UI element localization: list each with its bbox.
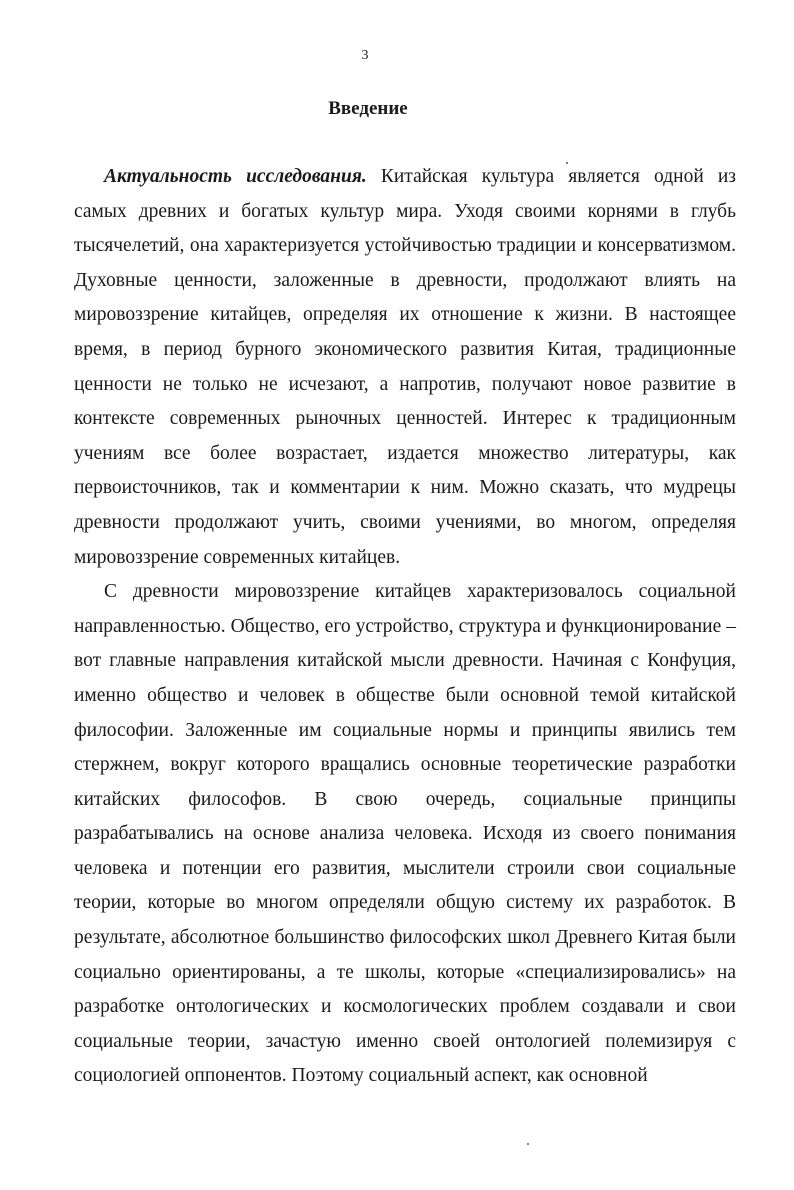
scan-speck [566, 162, 568, 164]
page-number: 3 [361, 48, 369, 63]
scan-speck [527, 1143, 529, 1145]
paragraph-2-text: С древности мировоззрение китайцев характеризовалось социальной направленностью. Общество, его устройство, структура и функционирование – вот главные направления китайской мысли древности. Начиная с Конфуция, именно общество и человек в обществе были основной темой китайской философии. Заложенные им социальные нормы и принципы явились тем стержнем, вокруг которого вращались основные теоретические разработки китайских философов. В свою очередь, социальные принципы разрабатывались на основе анализа человека. Исходя из своего понимания человека и потенции его развития, мыслители строили свои социальные теории, которые во многом определяли общую систему их разработок. В результате, абсолютное большинство философских школ Древнего Китая были социально ориентированы, а те школы, которые «специализировались» на разработке онтологических и космологических проблем создавали и свои социальные теории, зачастую именно своей онтологией полемизируя с социологией оппонентов. Поэтому социальный аспект, как основной [74, 581, 736, 1087]
paragraph-1-lead: Актуальность исследования. [104, 166, 367, 187]
paragraph-1 [74, 160, 736, 575]
body-text [74, 160, 736, 1094]
page-title: Введение [328, 98, 408, 119]
paragraph-2 [74, 575, 736, 1094]
paragraph-1-text: Китайская культура является одной из самых древних и богатых культур мира. Уходя своими корнями в глубь тысячелетий, она характеризуется устойчивостью традиции и консерватизмом. Духовные ценности, заложенные в древности, продолжают влиять на мировоззрение китайцев, определяя их отношение к жизни. В настоящее время, в период бурного экономического развития Китая, традиционные ценности не только не исчезают, а напротив, получают новое развитие в контексте современных рыночных ценностей. Интерес к традиционным учениям все более возрастает, издается множество литературы, как первоисточников, так и комментарии к ним. Можно сказать, что мудрецы древности продолжают учить, своими учениями, во многом, определяя мировоззрение современных китайцев. [74, 166, 737, 568]
